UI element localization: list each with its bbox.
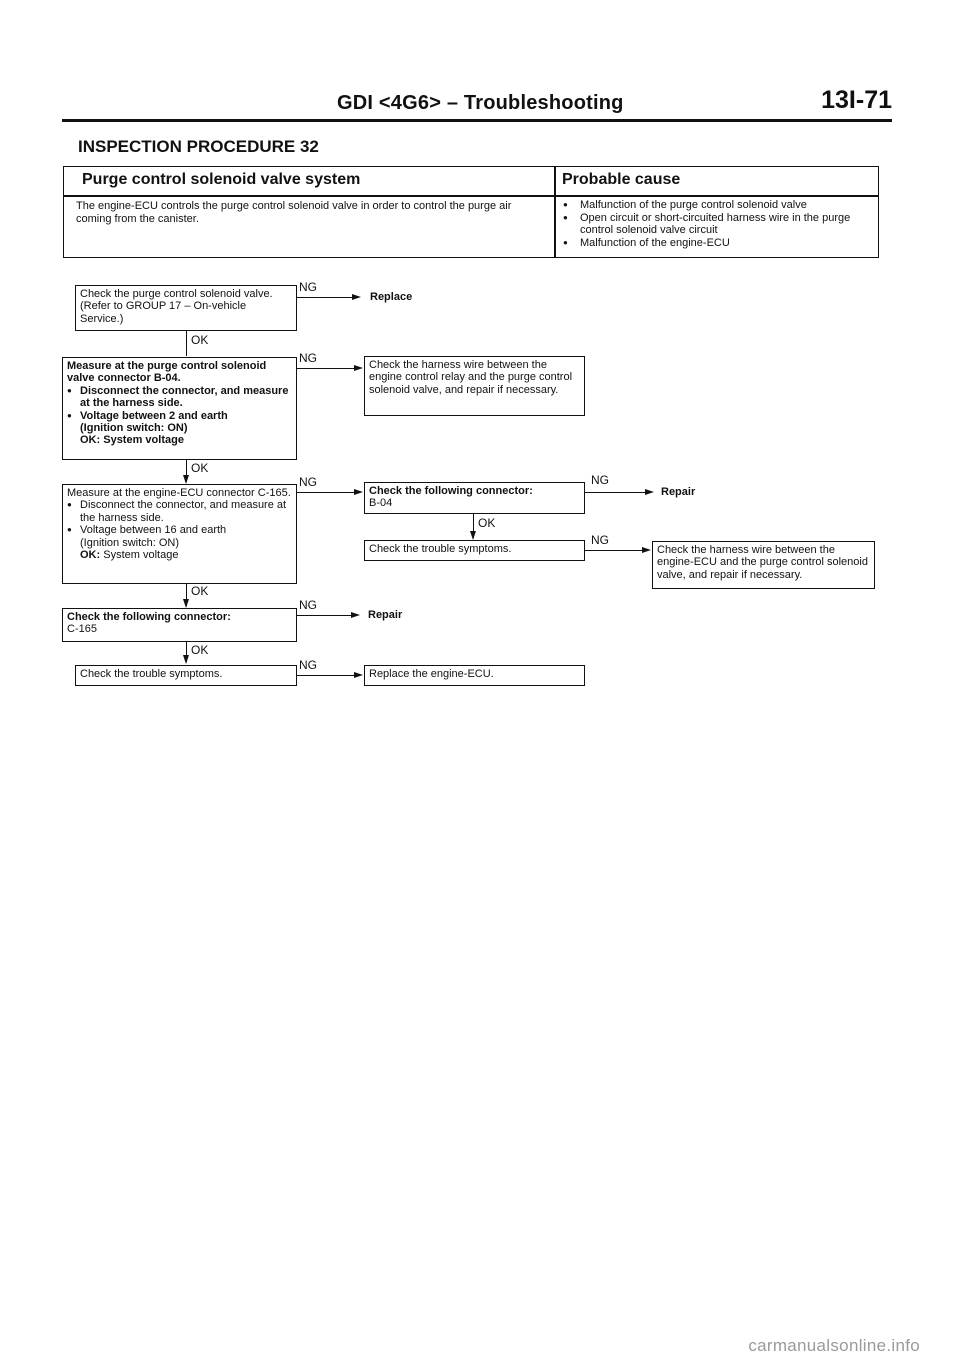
step1-ng-label: NG	[299, 280, 317, 294]
step4-line1: Check the following connector:	[67, 611, 231, 623]
table-divider-vertical	[554, 167, 556, 257]
connector-line	[297, 492, 355, 493]
step5-result-box	[364, 665, 585, 686]
arrow-right-icon	[354, 365, 363, 371]
connector-line	[585, 492, 646, 493]
step5-result: Replace the engine-ECU.	[369, 668, 494, 680]
step2-ok-label: OK	[191, 461, 209, 475]
step2-bullet2: ● Voltage between 2 and earth	[67, 410, 292, 422]
probable-cause-list	[561, 199, 871, 249]
step2-sub1: (Ignition switch: ON)	[80, 422, 188, 435]
step3-check-ok-label: OK	[478, 516, 496, 530]
step3-trouble-result: Check the harness wire between the engine-ECU and the purge control solenoid valve, and repair if necessary.	[657, 544, 868, 581]
step4-ng-label: NG	[299, 598, 317, 612]
table-divider-horizontal	[64, 195, 878, 197]
arrow-right-icon	[354, 672, 363, 678]
step2-result-box	[364, 356, 585, 416]
connector-line	[186, 331, 187, 356]
step4-ok-label: OK	[191, 643, 209, 657]
arrow-down-icon	[183, 655, 189, 664]
watermark-text: carmanualsonline.info	[748, 1336, 920, 1355]
connector-line	[585, 550, 643, 551]
connector-line	[297, 615, 352, 616]
table-header-cause: Probable cause	[562, 171, 681, 188]
step3-check-ng-label: NG	[591, 473, 609, 487]
table-header-system: Purge control solenoid valve system	[82, 171, 361, 188]
connector-line	[297, 297, 353, 298]
step3-ng-label: NG	[299, 475, 317, 489]
step2-line1: Measure at the purge control solenoid valve connector B-04.	[67, 360, 267, 385]
step3-ok-label: OK	[191, 584, 209, 598]
connector-line	[297, 368, 355, 369]
step3-box	[62, 484, 297, 584]
arrow-right-icon	[351, 612, 360, 618]
step1-result: Replace	[370, 291, 413, 303]
step3-bullet1: ● Disconnect the connector, and measure at the harness side.	[67, 499, 292, 524]
step3-check-box	[364, 482, 585, 514]
step1-line2: (Refer to GROUP 17 – On-vehicle Service.)	[80, 300, 247, 325]
page-number: 13I-71	[821, 86, 892, 114]
header-rule	[62, 119, 892, 122]
step1-ok-label: OK	[191, 333, 209, 347]
arrow-down-icon	[183, 599, 189, 608]
step5-ng-label: NG	[299, 658, 317, 672]
step3-line1: Measure at the engine-ECU connector C-165.	[67, 487, 291, 499]
step2-ok-value: System voltage	[103, 434, 184, 447]
step1-line1: Check the purge control solenoid valve.	[80, 288, 273, 300]
step3-check-result: Repair	[661, 486, 696, 498]
step3-trouble-box	[364, 540, 585, 561]
step3-check-line1: Check the following connector:	[369, 485, 533, 497]
procedure-title: INSPECTION PROCEDURE 32	[78, 137, 319, 156]
cause-table	[63, 166, 879, 258]
arrow-right-icon	[645, 489, 654, 495]
step3-ok-value: System voltage	[103, 549, 179, 562]
step2-ng-label: NG	[299, 351, 317, 365]
system-description: The engine-ECU controls the purge control solenoid valve in order to control the purge air coming from the canister.	[76, 200, 512, 225]
arrow-right-icon	[352, 294, 361, 300]
step1-box	[75, 285, 297, 331]
arrow-right-icon	[642, 547, 651, 553]
arrow-down-icon	[470, 531, 476, 540]
step3-trouble-ng-label: NG	[591, 533, 609, 547]
step3-trouble: Check the trouble symptoms.	[369, 543, 512, 555]
step3-check-line2: B-04	[369, 497, 393, 510]
arrow-right-icon	[354, 489, 363, 495]
cause-item: ● Malfunction of the purge control solenoid valve	[561, 199, 871, 212]
step3-ok-key: OK:	[80, 549, 101, 562]
cause-item: ● Open circuit or short-circuited harness wire in the purge control solenoid valve circuit	[561, 212, 871, 237]
connector-line	[297, 675, 355, 676]
step3-trouble-result-box	[652, 541, 875, 589]
step3-sub1: (Ignition switch: ON)	[80, 536, 180, 549]
step2-ok-key: OK:	[80, 434, 101, 447]
step2-box	[62, 357, 297, 460]
step2-result: Check the harness wire between the engine control relay and the purge control solenoid valve, and repair if necessary.	[369, 359, 573, 396]
step5-text: Check the trouble symptoms.	[80, 668, 223, 680]
step4-line2: C-165	[67, 623, 97, 636]
arrow-down-icon	[183, 475, 189, 484]
step4-result: Repair	[368, 609, 403, 621]
cause-item: ● Malfunction of the engine-ECU	[561, 237, 871, 250]
step4-box	[62, 608, 297, 642]
step5-box	[75, 665, 297, 686]
page-header-title: GDI <4G6> – Troubleshooting	[337, 92, 624, 114]
step2-bullet1: ● Disconnect the connector, and measure at the harness side.	[67, 385, 292, 410]
step3-bullet2: ● Voltage between 16 and earth	[67, 524, 292, 536]
